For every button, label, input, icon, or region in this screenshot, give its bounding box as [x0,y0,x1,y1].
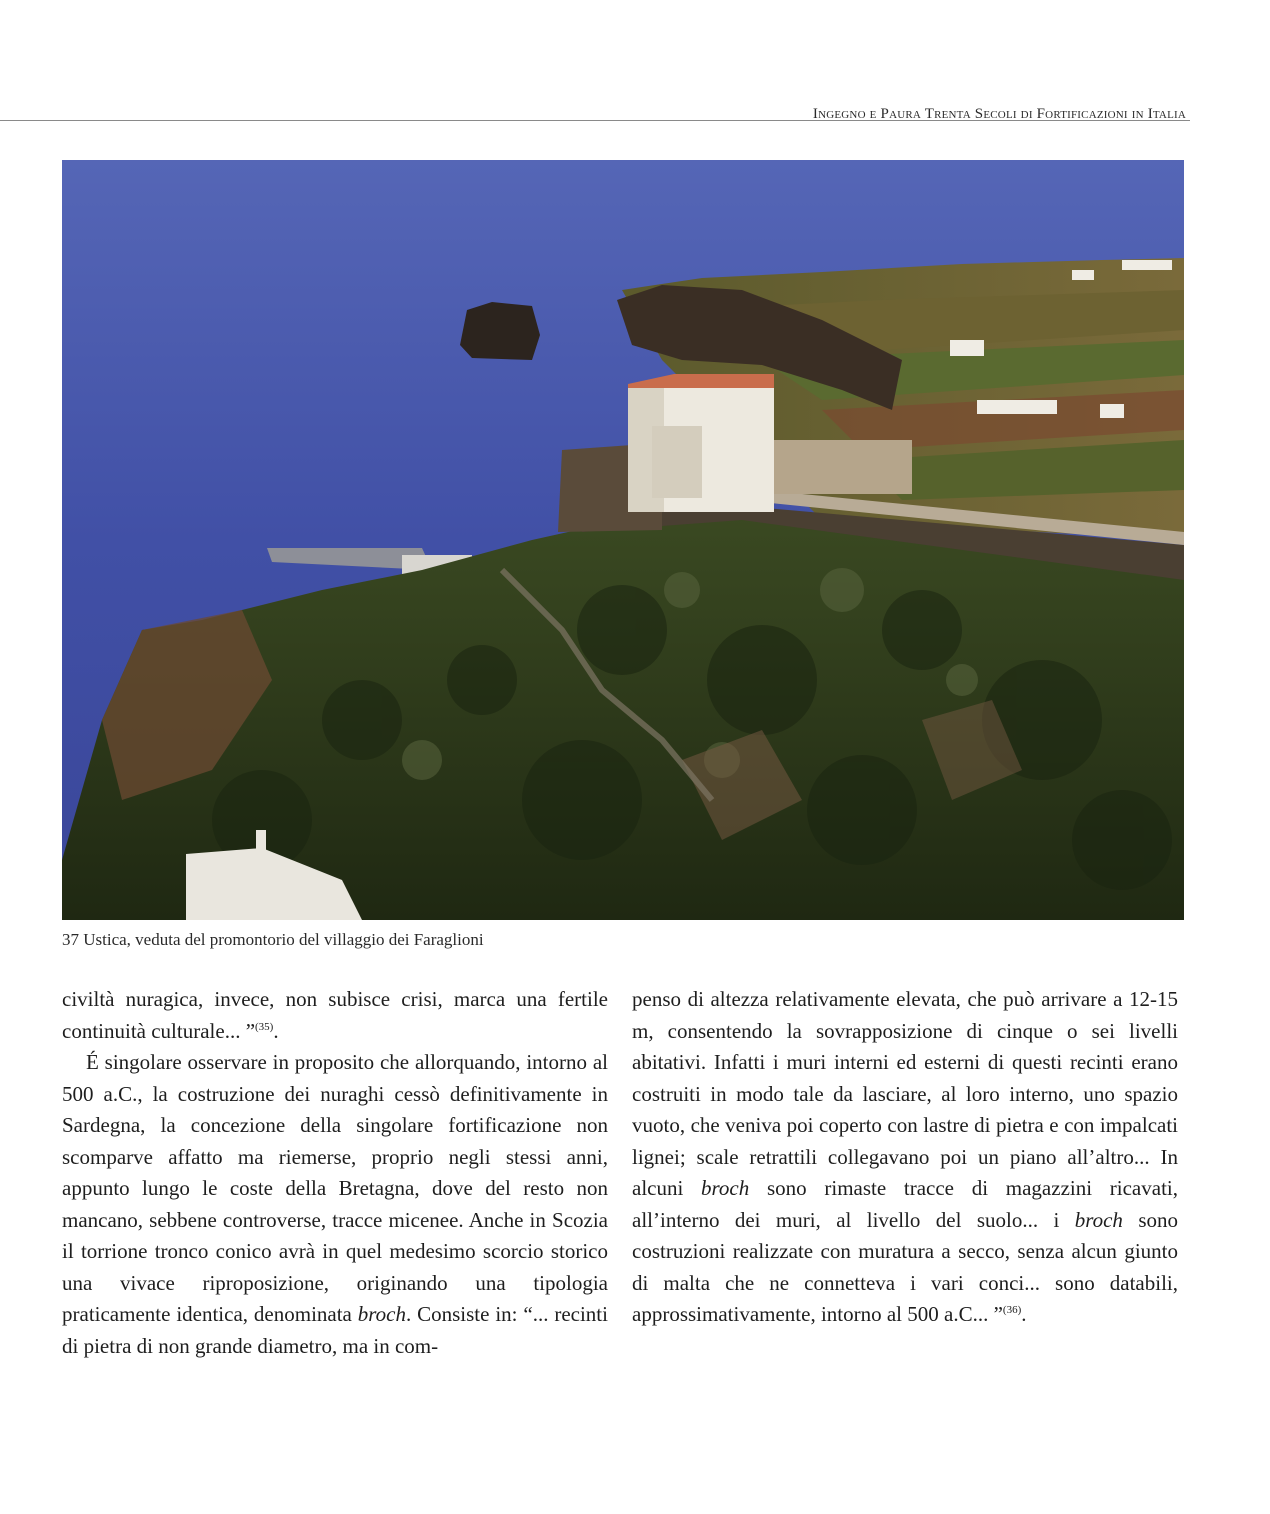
running-head: Ingegno e Paura Trenta Secoli di Fortificazioni in Italia [812,106,1186,122]
italic-term: broch [1074,1207,1123,1232]
photo-ustica-promontory [62,160,1184,920]
paragraph-end: . [1021,1302,1027,1326]
paragraph [632,984,1178,1331]
paragraph [62,1047,608,1362]
paragraph-text: civiltà nuragica, invece, non subisce crisi, marca una fertile continuità culturale... ” [62,987,608,1043]
text-column-left [62,984,608,1362]
paragraph-text: sono rimaste tracce di magazzini ricavati, all’interno dei muri, al livello del suolo... i [632,1176,1178,1232]
figure-caption: 37 Ustica, veduta del promontorio del villaggio dei Faraglioni [62,930,484,949]
italic-term: broch [701,1176,750,1200]
paragraph-text: É singolare osservare in proposito che allorquando, intorno al 500 a.C., la costruzione dei nuraghi cessò definitivamente in Sardegna, la concezione della singolare fortificazione non scomparve affatto ma riemerse, proprio negli stessi anni, appunto lungo le coste della Bretagna, dove del resto non mancano, sebbene controverse, tracce micenee. Anche in Scozia il torrione tronco conico avrà in quel medesimo scorcio storico una vivace riproposizione, originando una tipologia praticamente identica, denominata [62,1050,608,1326]
paragraph-text: . Consiste in: “... recinti di pietra di non grande diametro, ma in com- [62,1302,608,1358]
footnote-ref: (36) [1002,1304,1022,1316]
footnote-ref: (35) [255,1020,274,1033]
italic-term: broch [357,1302,406,1326]
paragraph-text: sono costruzioni realizzate con muratura a secco, senza alcun giunto di malta che ne connetteva i vari conci... sono databili, approssimativamente, intorno al 500 a.C... ” [632,1207,1178,1326]
paragraph-text: penso di altezza relativamente elevata, che può arrivare a 12-15 m, consentendo la sovrapposizione di cinque o sei livelli abitativi. Infatti i muri interni ed esterni di questi recinti erano costruiti in modo tale da lasciare, al loro interno, uno spazio vuoto, che veniva poi coperto con lastre di pietra e con impalcati lignei; scale retrattili collegavano poi un piano all’altro... In alcuni [632,987,1178,1200]
paragraph-end: . [273,1018,279,1043]
paragraph [62,984,608,1047]
text-column-right [632,984,1178,1331]
